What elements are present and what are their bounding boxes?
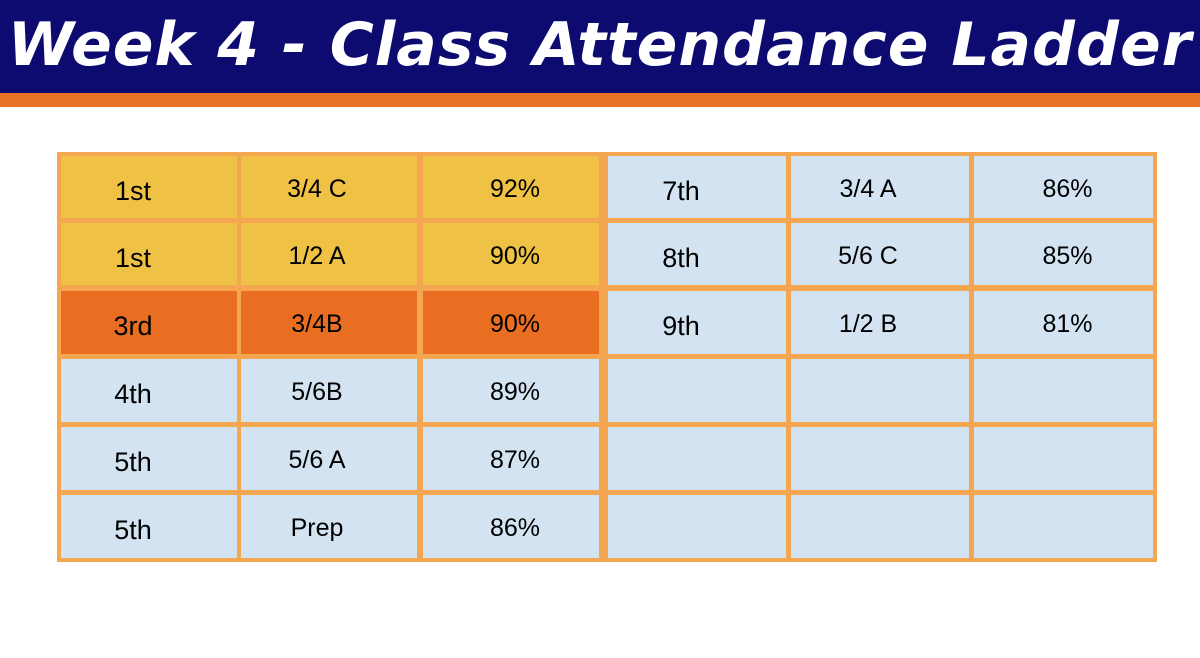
rank-cell-text: 1st xyxy=(114,175,152,206)
left-class-cell xyxy=(241,495,417,558)
right-percent-cell xyxy=(974,495,1153,558)
left-percent-cell xyxy=(423,495,599,558)
left-rank-cell xyxy=(61,223,237,285)
right-percent-cell xyxy=(974,427,1153,490)
percent-cell-text: 86% xyxy=(1042,174,1093,203)
left-rank-cell xyxy=(61,291,237,354)
left-rank-cell xyxy=(61,495,237,558)
rank-cell-text: 3rd xyxy=(113,311,153,341)
class-cell-text: 3/4 C xyxy=(287,174,347,203)
right-percent-cell xyxy=(974,291,1153,354)
right-class-cell xyxy=(791,359,969,422)
rank-cell-text: 5th xyxy=(114,447,152,477)
rank-cell-text: 4th xyxy=(114,379,152,409)
class-cell-text: 3/4 A xyxy=(839,174,897,203)
left-rank-cell xyxy=(61,156,237,218)
percent-cell-text: 89% xyxy=(489,378,541,406)
right-percent-cell xyxy=(974,156,1153,218)
left-class-cell xyxy=(241,427,417,490)
right-percent-cell xyxy=(974,359,1153,422)
right-rank-cell xyxy=(608,291,786,354)
right-rank-cell xyxy=(608,495,786,558)
percent-cell-text: 92% xyxy=(489,174,541,203)
left-class-cell xyxy=(241,359,417,422)
left-percent-cell xyxy=(423,291,599,354)
left-class-cell xyxy=(241,291,417,354)
left-class-cell xyxy=(241,156,417,218)
percent-cell-text: 86% xyxy=(489,514,541,542)
class-cell-text: 5/6 A xyxy=(288,446,346,474)
title-underline-stripe xyxy=(0,93,1200,107)
percent-cell-text: 90% xyxy=(489,241,541,270)
rank-cell-text: 5th xyxy=(114,515,152,545)
right-class-cell xyxy=(791,223,969,285)
left-percent-cell xyxy=(423,223,599,285)
left-class-cell xyxy=(241,223,417,285)
class-cell-text: 1/2 B xyxy=(838,310,898,338)
class-cell-text: 3/4B xyxy=(291,310,343,338)
right-class-cell xyxy=(791,156,969,218)
rank-cell-text: 7th xyxy=(662,175,700,206)
page-title: Week 4 - Class Attendance Ladder xyxy=(7,10,1193,80)
right-rank-cell xyxy=(608,156,786,218)
left-rank-cell xyxy=(61,427,237,490)
left-percent-cell xyxy=(423,427,599,490)
class-cell-text: 5/6 C xyxy=(838,241,898,270)
right-rank-cell xyxy=(608,223,786,285)
right-class-cell xyxy=(791,495,969,558)
rank-cell-text: 8th xyxy=(662,242,700,273)
right-percent-cell xyxy=(974,223,1153,285)
attendance-ladder-table xyxy=(57,152,1157,562)
rank-cell-text: 1st xyxy=(114,242,152,273)
class-cell-text: 5/6B xyxy=(291,378,343,406)
right-class-cell xyxy=(791,427,969,490)
right-class-cell xyxy=(791,291,969,354)
percent-cell-text: 81% xyxy=(1042,310,1093,338)
right-rank-cell xyxy=(608,427,786,490)
percent-cell-text: 87% xyxy=(489,446,541,474)
percent-cell-text: 85% xyxy=(1042,241,1093,270)
class-cell-text: Prep xyxy=(290,514,344,542)
left-rank-cell xyxy=(61,359,237,422)
rank-cell-text: 9th xyxy=(662,311,700,341)
left-percent-cell xyxy=(423,359,599,422)
class-cell-text: 1/2 A xyxy=(288,241,346,270)
right-rank-cell xyxy=(608,359,786,422)
percent-cell-text: 90% xyxy=(489,310,541,338)
left-percent-cell xyxy=(423,156,599,218)
